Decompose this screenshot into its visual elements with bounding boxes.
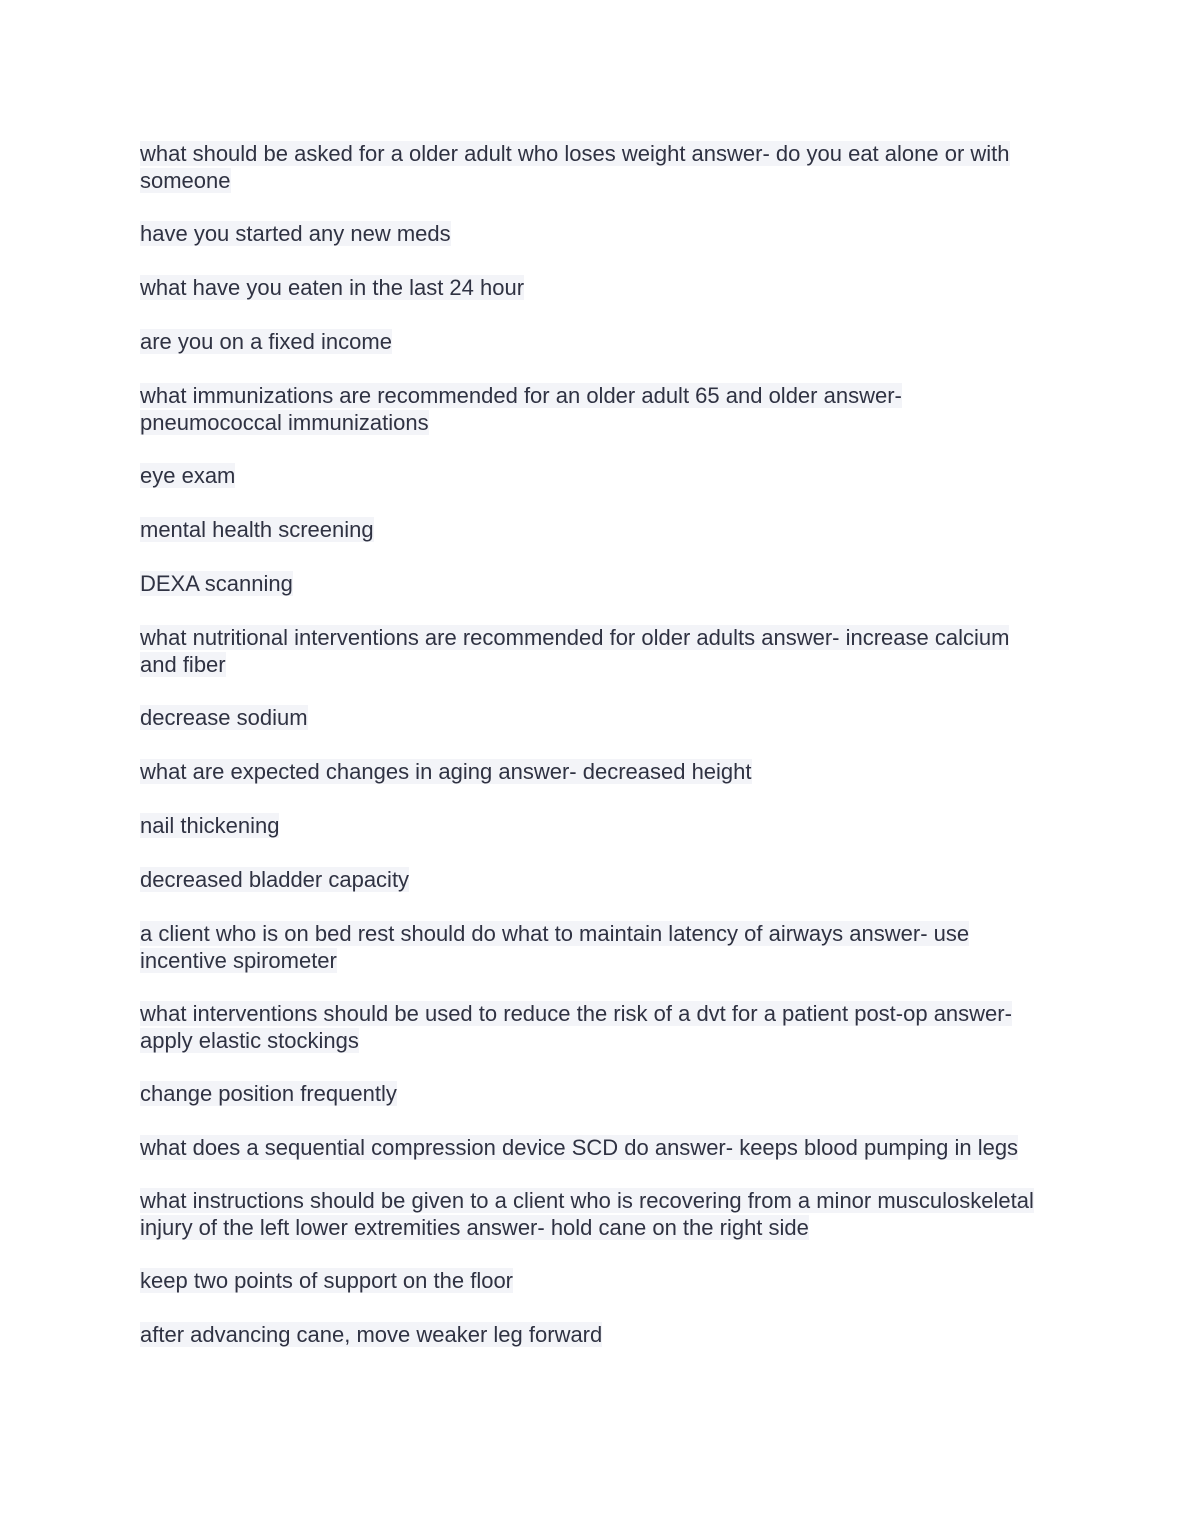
paragraph-6 <box>140 462 1040 489</box>
paragraph-15-text: what interventions should be used to reduce the risk of a dvt for a patient post-op answer- apply elastic stockings <box>140 1001 1012 1053</box>
paragraph-5-text: what immunizations are recommended for an older adult 65 and older answer- pneumococcal immunizations <box>140 383 902 435</box>
paragraph-14-text: a client who is on bed rest should do what to maintain latency of airways answer- use incentive spirometer <box>140 921 970 973</box>
paragraph-12 <box>140 812 1040 839</box>
paragraph-17 <box>140 1134 1040 1161</box>
paragraph-19-text: keep two points of support on the floor <box>140 1268 514 1293</box>
paragraph-20-text: after advancing cane, move weaker leg forward <box>140 1322 603 1347</box>
paragraph-10 <box>140 704 1040 731</box>
paragraph-7-text: mental health screening <box>140 517 374 542</box>
paragraph-7 <box>140 516 1040 543</box>
paragraph-13 <box>140 866 1040 893</box>
paragraph-11 <box>140 758 1040 785</box>
paragraph-3 <box>140 274 1040 301</box>
paragraph-16 <box>140 1080 1040 1107</box>
paragraph-11-text: what are expected changes in aging answer- decreased height <box>140 759 752 784</box>
paragraph-1 <box>140 140 1040 194</box>
paragraph-12-text: nail thickening <box>140 813 280 838</box>
paragraph-4 <box>140 328 1040 355</box>
paragraph-18-text: what instructions should be given to a client who is recovering from a minor musculoskeletal injury of the left lower extremities answer- hold cane on the right side <box>140 1188 1034 1240</box>
paragraph-3-text: what have you eaten in the last 24 hour <box>140 275 525 300</box>
paragraph-19 <box>140 1267 1040 1294</box>
paragraph-9 <box>140 624 1040 678</box>
paragraph-10-text: decrease sodium <box>140 705 308 730</box>
paragraph-8 <box>140 570 1040 597</box>
paragraph-4-text: are you on a fixed income <box>140 329 392 354</box>
paragraph-13-text: decreased bladder capacity <box>140 867 410 892</box>
paragraph-16-text: change position frequently <box>140 1081 397 1106</box>
paragraph-20 <box>140 1321 1040 1348</box>
paragraph-1-text: what should be asked for a older adult who loses weight answer- do you eat alone or with someone <box>140 141 1010 193</box>
paragraph-6-text: eye exam <box>140 463 236 488</box>
paragraph-15 <box>140 1000 1040 1054</box>
paragraph-8-text: DEXA scanning <box>140 571 293 596</box>
paragraph-14 <box>140 920 1040 974</box>
paragraph-17-text: what does a sequential compression device SCD do answer- keeps blood pumping in legs <box>140 1135 1019 1160</box>
document-page <box>140 140 1040 1375</box>
paragraph-18 <box>140 1187 1040 1241</box>
paragraph-2-text: have you started any new meds <box>140 221 451 246</box>
paragraph-5 <box>140 382 1040 436</box>
paragraph-9-text: what nutritional interventions are recommended for older adults answer- increase calcium and fiber <box>140 625 1010 677</box>
paragraph-2 <box>140 220 1040 247</box>
